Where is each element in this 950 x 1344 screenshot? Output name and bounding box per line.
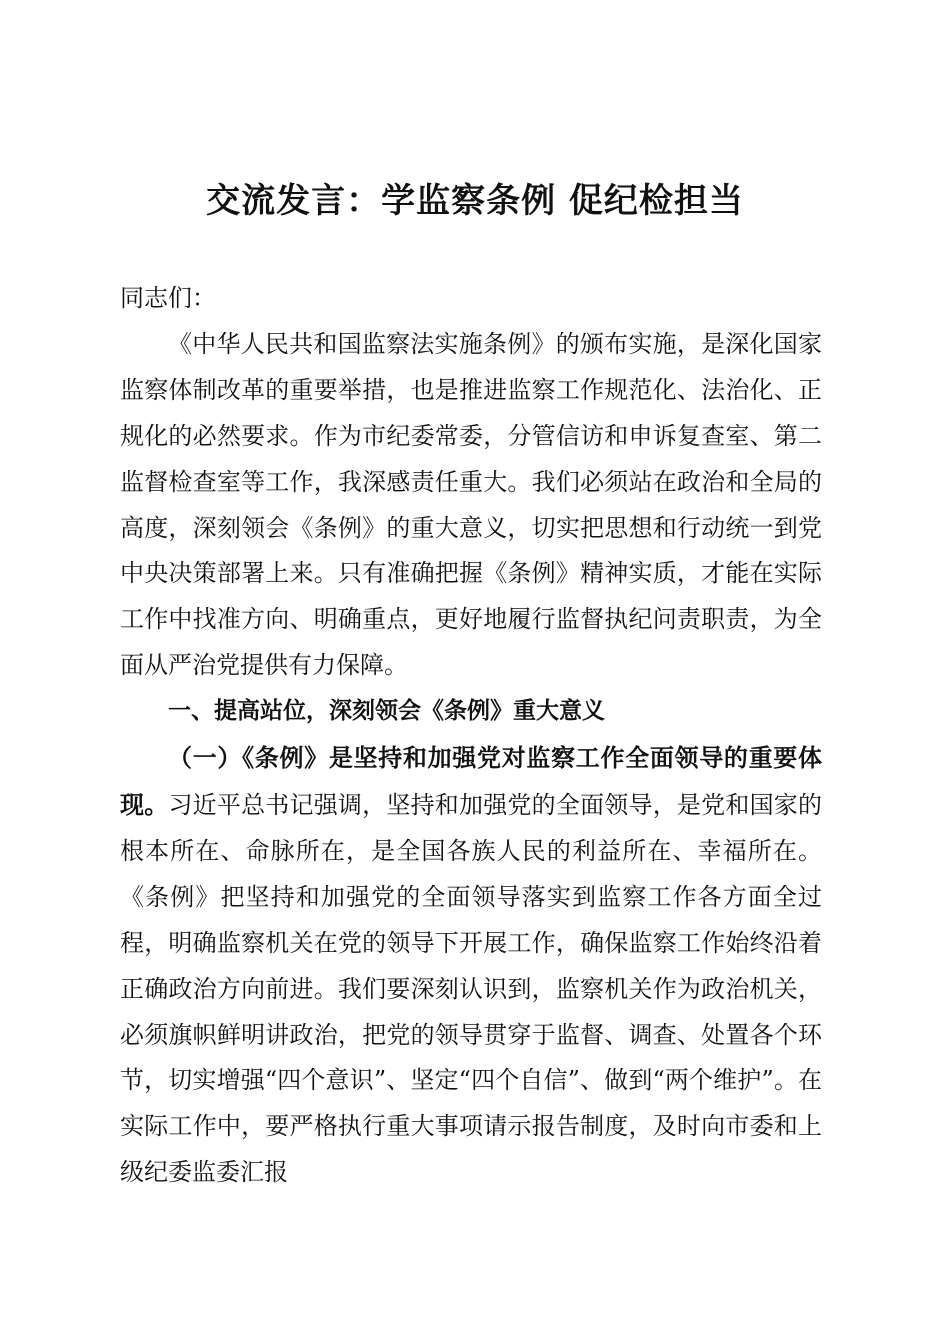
section-heading-1: 一、提高站位，深刻领会《条例》重大意义 (168, 698, 605, 725)
subsection-1 (120, 735, 822, 1196)
salutation: 同志们： (120, 284, 216, 312)
document-title: 交流发言：学监察条例 促纪检担当 (206, 181, 744, 221)
paragraph-intro: 《中华人民共和国监察法实施条例》的颁布实施，是深化国家监察体制改革的重要举措，也是推进监察工作规范化、法治化、正规化的必然要求。作为市纪委常委，分管信访和申诉复查室、第二监督检查室等工作，我深感责任重大。我们必须站在政治和全局的高度，深刻领会《条例》的重大意义，切实把思想和行动统一到党中央决策部署上来。只有准确把握《条例》精神实质，才能在实际工作中找准方向、明确重点，更好地履行监督执纪问责职责，为全面从严治党提供有力保障。 (120, 329, 822, 680)
subsection-1-body: 习近平总书记强调，坚持和加强党的全面领导，是党和国家的根本所在、命脉所在，是全国各族人民的利益所在、幸福所在。《条例》把坚持和加强党的全面领导落实到监察工作各方面全过程，明确监察机关在党的领导下开展工作，确保监察工作始终沿着正确政治方向前进。我们要深刻认识到，监察机关作为政治机关，必须旗帜鲜明讲政治，把党的领导贯穿于监督、调查、处置各个环节，切实增强“四个意识”、坚定“四个自信”、做到“两个维护”。在实际工作中，要严格执行重大事项请示报告制度，及时向市委和上级纪委监委汇报 (120, 790, 823, 1187)
subsection-1-lead: （一）《条例》是坚持和加强党对监察工作全面领导的重要体现。 (120, 743, 822, 819)
document-body (120, 276, 822, 1196)
